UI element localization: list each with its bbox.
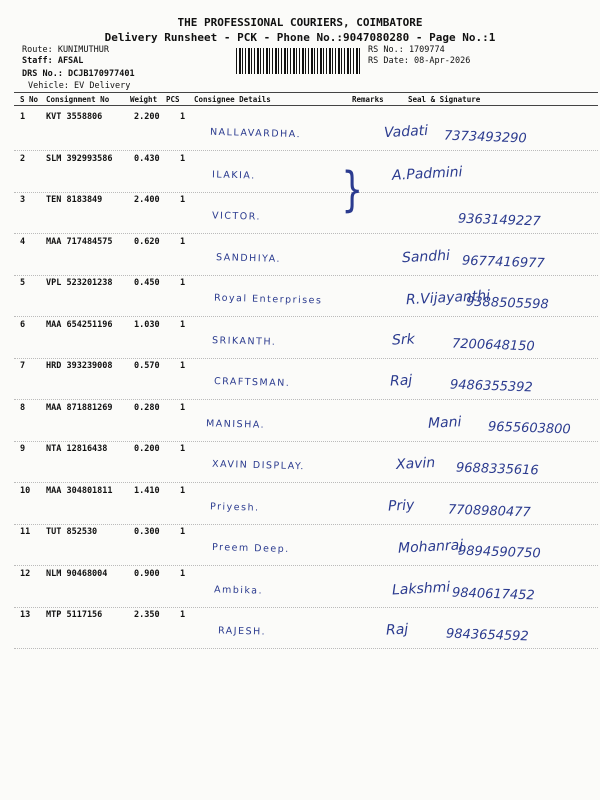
route-label: Route: KUNIMUTHUR: [22, 45, 109, 55]
row-signature: Xavin: [395, 454, 436, 474]
row-consignment-no: TEN 8183849: [46, 195, 103, 205]
row-pcs: 1: [180, 569, 186, 579]
row-phone: 9840617452: [451, 585, 535, 604]
row-divider: [14, 275, 598, 276]
row-sno: 9: [20, 444, 26, 454]
row-weight: 0.620: [134, 237, 160, 247]
row-weight: 2.350: [134, 610, 160, 620]
rs-date: RS Date: 08-Apr-2026: [368, 56, 471, 66]
row-pcs: 1: [180, 112, 186, 122]
row-divider: [14, 233, 598, 234]
row-weight: 0.200: [134, 444, 160, 454]
row-pcs: 1: [180, 403, 186, 413]
row-phone: 7200648150: [451, 336, 535, 355]
col-pcs: PCS: [166, 95, 180, 104]
header-top-rule: [14, 92, 598, 93]
col-sno: S No: [20, 95, 39, 104]
row-signature: Mani: [427, 414, 462, 432]
row-consignee-name: CRAFTSMAN.: [213, 376, 291, 389]
row-signature: A.Padmini: [391, 164, 463, 184]
row-phone: 9677416977: [461, 253, 545, 272]
row-consignment-no: HRD 393239008: [46, 361, 113, 371]
row-pcs: 1: [180, 361, 186, 371]
row-sno: 8: [20, 403, 26, 413]
row-pcs: 1: [180, 527, 186, 537]
row-pcs: 1: [180, 486, 186, 496]
row-divider: [14, 150, 598, 151]
row-consignee-name: Priyesh.: [209, 501, 260, 514]
row-signature: R.Vijayanthi: [405, 287, 491, 309]
row-consignment-no: VPL 523201238: [46, 278, 113, 288]
row-signature: Mohanraj: [397, 537, 464, 557]
row-pcs: 1: [180, 154, 186, 164]
row-consignment-no: SLM 392993586: [46, 154, 113, 164]
row-sno: 12: [20, 569, 31, 579]
row-sno: 3: [20, 195, 26, 205]
row-consignment-no: KVT 3558806: [46, 112, 103, 122]
row-divider: [14, 482, 598, 483]
row-consignment-no: MAA 871881269: [46, 403, 113, 413]
row-pcs: 1: [180, 444, 186, 454]
row-divider: [14, 648, 598, 649]
row-phone: 9486355392: [449, 377, 533, 396]
col-consignee: Consignee Details: [194, 95, 271, 104]
row-phone: 9894590750: [457, 543, 541, 562]
row-signature: Lakshmi: [391, 579, 451, 599]
row-phone: 9388505598: [465, 294, 549, 313]
row-phone: 9363149227: [457, 211, 541, 230]
row-sno: 4: [20, 237, 26, 247]
row-weight: 2.200: [134, 112, 160, 122]
row-consignee-name: NALLAVARDHA.: [209, 126, 302, 141]
row-sno: 1: [20, 112, 26, 122]
row-consignee-name: MANISHA.: [205, 418, 266, 431]
row-consignment-no: MAA 654251196: [46, 320, 113, 330]
row-phone: 9688335616: [455, 460, 539, 479]
vehicle-label: Vehicle: EV Delivery: [28, 81, 131, 91]
row-consignment-no: NTA 12816438: [46, 444, 108, 454]
row-divider: [14, 607, 598, 608]
row-divider: [14, 565, 598, 566]
row-consignee-name: SRIKANTH.: [211, 335, 277, 348]
row-sno: 6: [20, 320, 26, 330]
row-consignment-no: MTP 5117156: [46, 610, 103, 620]
drs-number: DRS No.: DCJB170977401: [22, 69, 135, 79]
row-sno: 5: [20, 278, 26, 288]
row-pcs: 1: [180, 278, 186, 288]
row-phone: 9843654592: [445, 626, 529, 645]
row-consignment-no: TUT 852530: [46, 527, 98, 537]
row-consignee-name: SANDHIYA.: [215, 252, 282, 265]
row-weight: 0.430: [134, 154, 160, 164]
row-pcs: 1: [180, 195, 186, 205]
row-sno: 7: [20, 361, 26, 371]
row-signature: Priy: [387, 497, 415, 515]
row-phone: 9655603800: [487, 419, 571, 438]
col-weight: Weight: [130, 95, 158, 104]
row-consignment-no: MAA 304801811: [46, 486, 113, 496]
col-remarks: Remarks: [352, 95, 384, 104]
row-weight: 0.450: [134, 278, 160, 288]
row-consignee-name: ILAKIA.: [211, 169, 256, 182]
row-weight: 2.400: [134, 195, 160, 205]
row-signature: Srk: [391, 331, 416, 349]
runsheet-subtitle: Delivery Runsheet - PCK - Phone No.:9047080280 - Page No.:1: [104, 31, 496, 44]
row-weight: 0.280: [134, 403, 160, 413]
row-divider: [14, 524, 598, 525]
row-pcs: 1: [180, 320, 186, 330]
row-weight: 1.030: [134, 320, 160, 330]
row-weight: 0.570: [134, 361, 160, 371]
staff-label: Staff: AFSAL: [22, 56, 84, 66]
row-signature: Raj: [385, 621, 409, 639]
bracket-mark: }: [342, 162, 363, 218]
col-signature: Seal & Signature: [408, 95, 481, 104]
row-phone: 7708980477: [447, 502, 531, 521]
runsheet-title: THE PROFESSIONAL COURIERS, COIMBATORE: [177, 16, 423, 29]
rs-number: RS No.: 1709774: [368, 45, 445, 55]
row-consignee-name: Royal Enterprises: [213, 292, 323, 307]
row-weight: 0.900: [134, 569, 160, 579]
row-sno: 2: [20, 154, 26, 164]
row-consignee-name: Preem Deep.: [211, 541, 290, 556]
row-weight: 0.300: [134, 527, 160, 537]
row-consignee-name: Ambika.: [213, 584, 264, 597]
row-sno: 11: [20, 527, 31, 537]
row-divider: [14, 192, 598, 193]
row-signature: Raj: [389, 372, 413, 390]
row-signature: Sandhi: [401, 247, 451, 267]
col-consignment: Consignment No: [46, 95, 110, 104]
row-divider: [14, 358, 598, 359]
row-sno: 13: [20, 610, 31, 620]
row-consignee-name: VICTOR.: [211, 210, 262, 223]
row-consignee-name: XAVIN DISPLAY.: [211, 458, 306, 473]
row-phone: 7373493290: [443, 128, 527, 147]
row-consignment-no: NLM 90468004: [46, 569, 108, 579]
row-divider: [14, 316, 598, 317]
row-sno: 10: [20, 486, 31, 496]
row-divider: [14, 441, 598, 442]
row-pcs: 1: [180, 610, 186, 620]
barcode: [236, 48, 362, 74]
row-pcs: 1: [180, 237, 186, 247]
row-consignee-name: RAJESH.: [217, 625, 267, 638]
row-divider: [14, 399, 598, 400]
row-signature: Vadati: [383, 122, 429, 142]
row-consignment-no: MAA 717484575: [46, 237, 113, 247]
header-bottom-rule: [14, 105, 598, 106]
row-weight: 1.410: [134, 486, 160, 496]
